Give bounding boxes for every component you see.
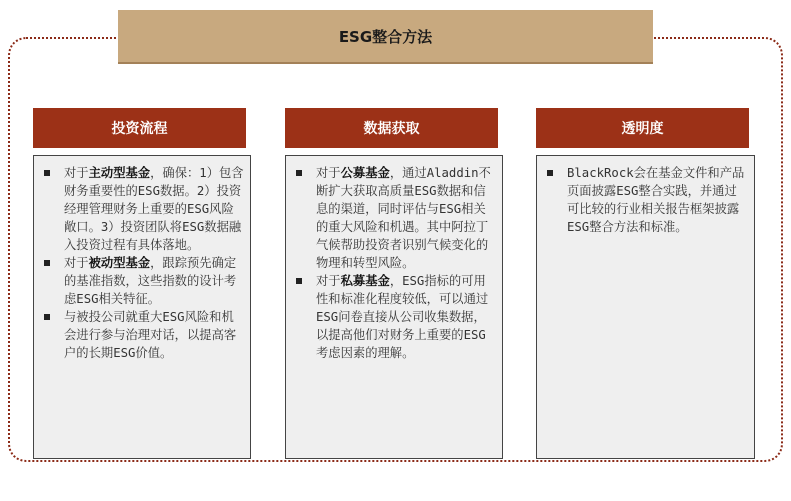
bullet-text: 与被投公司就重大ESG风险和机会进行参与治理对话，以提高客户的长期ESG价值。 bbox=[64, 310, 237, 360]
column-header-data-acquisition: 数据获取 bbox=[285, 108, 498, 148]
column-header-transparency: 透明度 bbox=[536, 108, 749, 148]
column-box-investment-process bbox=[33, 155, 251, 459]
diagram-title: ESG整合方法 bbox=[118, 10, 653, 64]
bullet-highlight: 主动型基金 bbox=[88, 166, 151, 180]
bullet-highlight: 公募基金 bbox=[340, 166, 390, 180]
bullet-text: 对于 bbox=[64, 256, 89, 270]
bullet-text: ，确保：1）包含财务重要性的ESG数据。2）投资经理管理财务上重要的ESG风险敞口。3）投资团队将ESG数据融入投资过程有具体落地。 bbox=[64, 166, 244, 252]
bullet-item bbox=[294, 164, 496, 272]
bullet-square-icon bbox=[296, 278, 302, 284]
bullet-list bbox=[545, 164, 748, 236]
bullet-highlight: 私募基金 bbox=[340, 274, 390, 288]
bullet-square-icon bbox=[547, 170, 553, 176]
bullet-text: BlackRock会在基金文件和产品页面披露ESG整合实践，并通过可比较的行业相关报告框架披露ESG整合方法和标准。 bbox=[567, 166, 745, 234]
bullet-square-icon bbox=[44, 314, 50, 320]
bullet-item bbox=[545, 164, 748, 236]
bullet-text: ，ESG指标的可用性和标准化程度较低，可以通过ESG问卷直接从公司收集数据，以提高他们对财务上重要的ESG考虑因素的理解。 bbox=[316, 274, 489, 360]
bullet-item bbox=[42, 254, 244, 308]
bullet-text: ，跟踪预先确定的基准指数，这些指数的设计考虑ESG相关特征。 bbox=[64, 256, 237, 306]
column-box-data-acquisition bbox=[285, 155, 503, 459]
bullet-text: ，通过Aladdin不断扩大获取高质量ESG数据和信息的渠道，同时评估与ESG相关的重大风险和机遇。其中阿拉丁气候帮助投资者识别气候变化的物理和转型风险。 bbox=[316, 166, 491, 270]
column-header-investment-process: 投资流程 bbox=[33, 108, 246, 148]
bullet-square-icon bbox=[44, 260, 50, 266]
bullet-square-icon bbox=[44, 170, 50, 176]
bullet-list bbox=[42, 164, 244, 362]
bullet-text: 对于 bbox=[64, 166, 89, 180]
bullet-highlight: 被动型基金 bbox=[88, 256, 151, 270]
bullet-list bbox=[294, 164, 496, 362]
column-box-transparency bbox=[536, 155, 755, 459]
bullet-text: 对于 bbox=[316, 166, 341, 180]
bullet-text: 对于 bbox=[316, 274, 341, 288]
bullet-item bbox=[42, 308, 244, 362]
bullet-item bbox=[294, 272, 496, 362]
bullet-square-icon bbox=[296, 170, 302, 176]
bullet-item bbox=[42, 164, 244, 254]
